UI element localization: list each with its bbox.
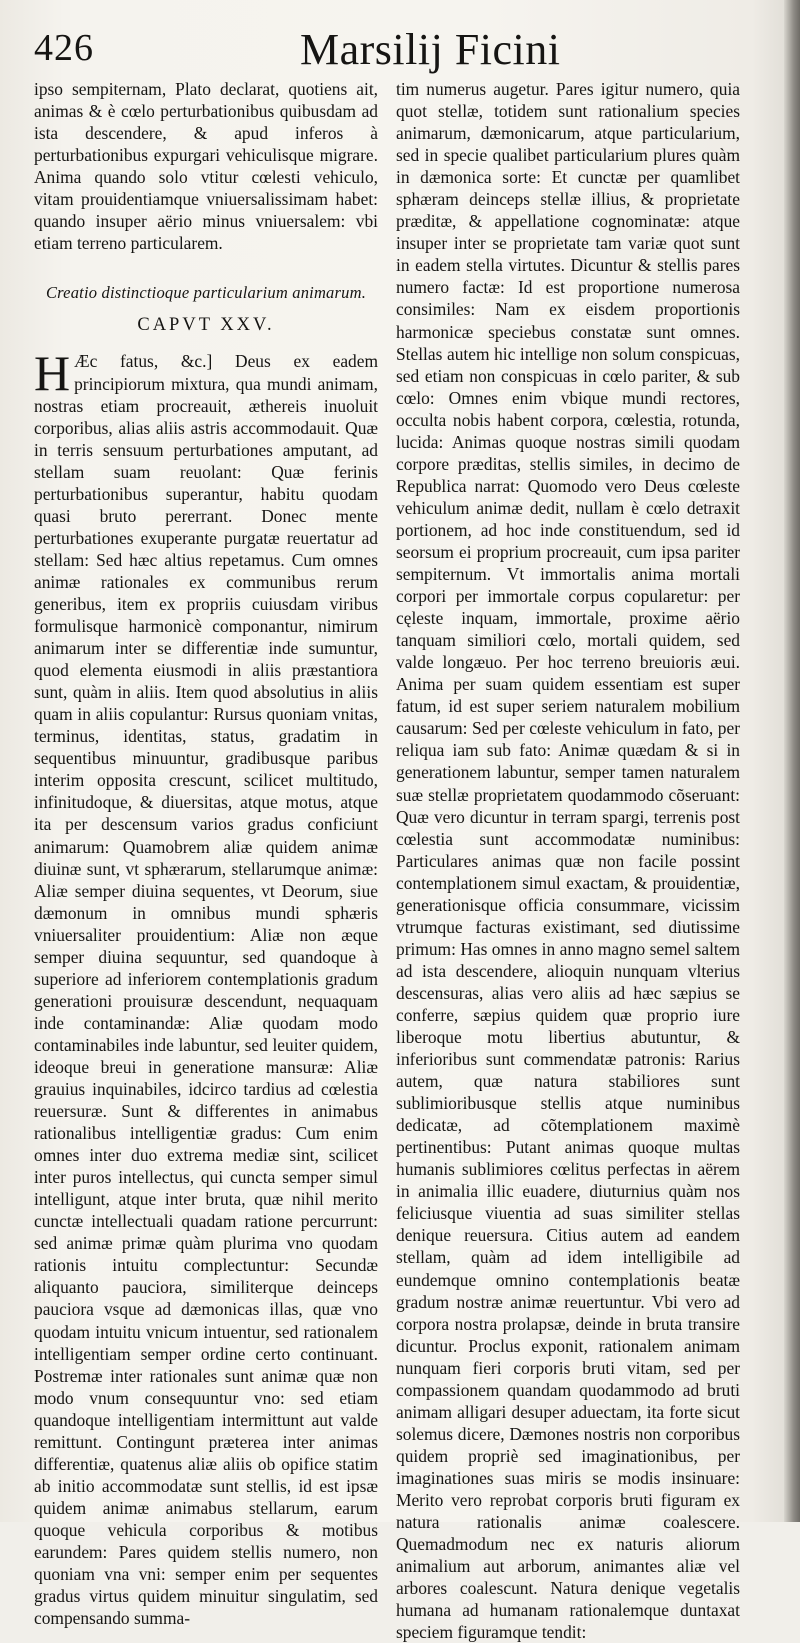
left-column xyxy=(34,78,378,1629)
chapter-body-text: Æc fatus, &c.] Deus ex eadem principiorum mixtura, qua mundi animam, nostras etiam procreauit, æthereis inuoluit corporibus, alias aliis astris accommodauit. Quæ in terris sensuum perturbationes amputant, ad stellam suam reuolant: Quæ ferinis perturbationibus superantur, habitu quodam quasi bruto pererrant. Donec mente perturbationes exuperante purgatæ reuertatur ad stellam: Sed hæc altius repetamus. Cum omnes animæ rationales ex communibus rerum generibus, item ex propriis cuiusdam viribus formulisque harmonicè componantur, nimirum animarum inter se differentiæ inde sumuntur, quod elementa eiusmodi in aliis præstantiora sunt, quàm in aliis. Item quod absolutius in aliis quam in aliis copulantur: Rursus quoniam vnitas, terminus, identitas, status, gradatim in sequentibus minuuntur, gradibusque paribus interim opposita crescunt, scilicet multitudo, infinitudoque, & diuersitas, atque motus, atque ita per descensum varios gradus conficiunt animarum: Quamobrem aliæ quidem animæ diuinæ sunt, vt sphærarum, stellarumque animæ: Aliæ semper diuina sequentes, vt Deorum, siue dæmonum in omnibus mundi sphæris vniuersaliter prouidentium: Aliæ non æque semper diuina sequuntur, sed quandoque à superiore ad inferiorem contemplationis gradum generationi prouisuræ descendunt, nequaquam inde contaminandæ: Aliæ quodam modo contaminabiles inde labuntur, sed leuiter quidem, ideoque breui in generatione mansuræ: Aliæ grauius inquinabiles, idcirco tardius ad cœlestia reuersuræ. Sunt & differentes in animabus rationalibus intelligentiæ gradus: Cum enim omnes inter duo extrema mediæ sint, scilicet inter puros intellectus, qui cuncta semper simul intelligunt, atque inter bruta, quæ nihil merito cunctæ intellectuali quadam ratione percurrunt: sed animæ primæ quàm plurima vno quodam rationis intuitu complectuntur: Secundæ aliquanto pauciora, similiterque deinceps pauciora vsque ad dæmonicas illas, quæ vno quodam intuitu vnicum intuentur, sed rationalem intelligentiam semper ordine certo continuant. Postremæ inter rationales sunt animæ quæ non modo vnum consequuntur vno: sed etiam quandoque intelligentiam intermittunt aut valde remittunt. Contingunt præterea inter animas differentiæ, quatenus aliæ aliis ob opifice statim ab initio accommodatæ sunt stellis, id est ipsæ quidem animæ animabus stellarum, earum quoque vehicula corporibus & motibus earundem: Pares quidem stellis numero, non quoniam vna vni: semper enim per sequentes gradus virtus quidem minuitur singulatim, sed compensando summa- xyxy=(34,351,378,1629)
running-title: Marsilij Ficini xyxy=(300,25,561,74)
page-header xyxy=(30,22,772,78)
chapter-body-paragraph xyxy=(34,345,378,1629)
drop-capital: H xyxy=(34,345,71,402)
chapter-heading: CAPVT XXV. xyxy=(137,315,275,336)
right-column xyxy=(396,78,740,1643)
page-edge-shadow xyxy=(784,0,800,1522)
continuation-paragraph: tim numerus augetur. Pares igitur numero, quia quot stellæ, totidem sunt rationalium species animarum, dæmonicarum, atque particularium, sed in specie qualibet particularium plures quàm in dæmonica sorte: Et cunctæ per quamlibet sphæram deinceps stellæ illius, & proprietate præditæ, & appellatione cognominatæ: atque insuper inter se proprietate tam variæ quot sunt in eadem stella virtutes. Dicuntur & stellis pares numero factæ: Id est proportione numerosa consimiles: Nam ex eisdem proportionis harmonicæ speciebus constatæ sunt omnes. Stellas autem hic intellige non solum conspicuas, sed etiam non conspicuas in cœlo pariter, & sub cœlo: Omnes enim vbique mundi rectores, occulta nobis habent corpora, cœlestia, rotunda, lucida: Animas quoque nostras simili quodam corpore præditas, stellis similes, in decimo de Republica narrat: Quomodo vero Deus cœleste vehiculum animæ dedit, nullam è cœlo detraxit portionem, ad hoc inde constituendum, sed id seorsum ei proprium procreauit, cum ipsa pariter sempiternum. Vt immortalis anima mortali corpori per immortale corpus copularetur: per cęleste inquam, immortale, proxime aërio tanquam similiori cœlo, mortali quidem, sed valde longæuo. Per hoc terreno breuioris æui. Anima per suam quidem essentiam est super fatum, id est super seriem naturalem mobilium causarum: Sed per cœleste vehiculum in fato, per reliqua iam sub fato: Animæ quædam & si in generationem labuntur, semper tamen naturalem suæ stellæ proprietatem quodammodo cõseruant: Quæ vero dicuntur in terram spargi, terrenis post cœlestia sunt accommodatæ numinibus: Particulares animas quæ non facile possint contemplationem simul exactam, & prouidentiæ, generationisque officia consummare, vicissim vtrumque facturas existimant, sed diutissime primum: Has omnes in anno magno semel saltem ad ista descendere, alioquin nunquam vlterius descensuras, alias vero aliis ad hæc sæpius se conferre, sæpius quidem quæ proprio iure liberoque motu libertius abutuntur, & inferioribus sunt commendatæ patronis: Rarius autem, quæ natura stabiliores sunt sublimioribusque stellis atque numinibus dedicatæ, ad cõtemplationem maximè pertinentibus: Putant animas quoque multas humanis sublimiores cœlitus perfectas in aërem in animalia illic euadere, diuturnius quàm nos feliciusque viuentia ad suas similiter stellas denique reuersura. Citius autem ad eandem stellam, quàm ad idem intelligibile ad eundemque omnino contemplationis beatæ gradum nostræ animæ reuertuntur. Vbi vero ad corpora nostra prolapsæ, deinde in bruta transire dicuntur. Proclus exponit, rationalem animam nunquam fieri corporis bruti vitam, sed per compassionem quandam quodammodo ad bruti animam alligari desuper aduectam, ita forte sicut solemus dicere, Dæmones nostris non corporibus quidem propriè sed imaginationibus, per imaginationes suas miris se modis insinuare: Merito vero reprobat corporis bruti figuram ex natura rationalis animæ coalescere. Quemadmodum nec ex naturis aliorum animalium aut arborum, animantes aliæ vel arbores coalescunt. Natura denique vegetalis humana ad humanam rationalemque duntaxat speciem figuramque tendit: xyxy=(396,79,740,1643)
page-number: 426 xyxy=(34,27,94,69)
intro-paragraph: ipso sempiternam, Plato declarat, quotiens ait, animas & è cœlo perturbationibus quibusdam ad ista descendere, & apud inferos à perturbationibus expurgari vehiculisque migrare. Anima quando solo vtitur cœlesti vehiculo, vitam prouidentiamque vniuersalissimam habet: quando insuper aërio minus vniuersalem: vbi etiam terreno particularem. xyxy=(34,79,378,254)
section-heading: Creatio distinctioque particularium animarum. xyxy=(45,283,367,303)
